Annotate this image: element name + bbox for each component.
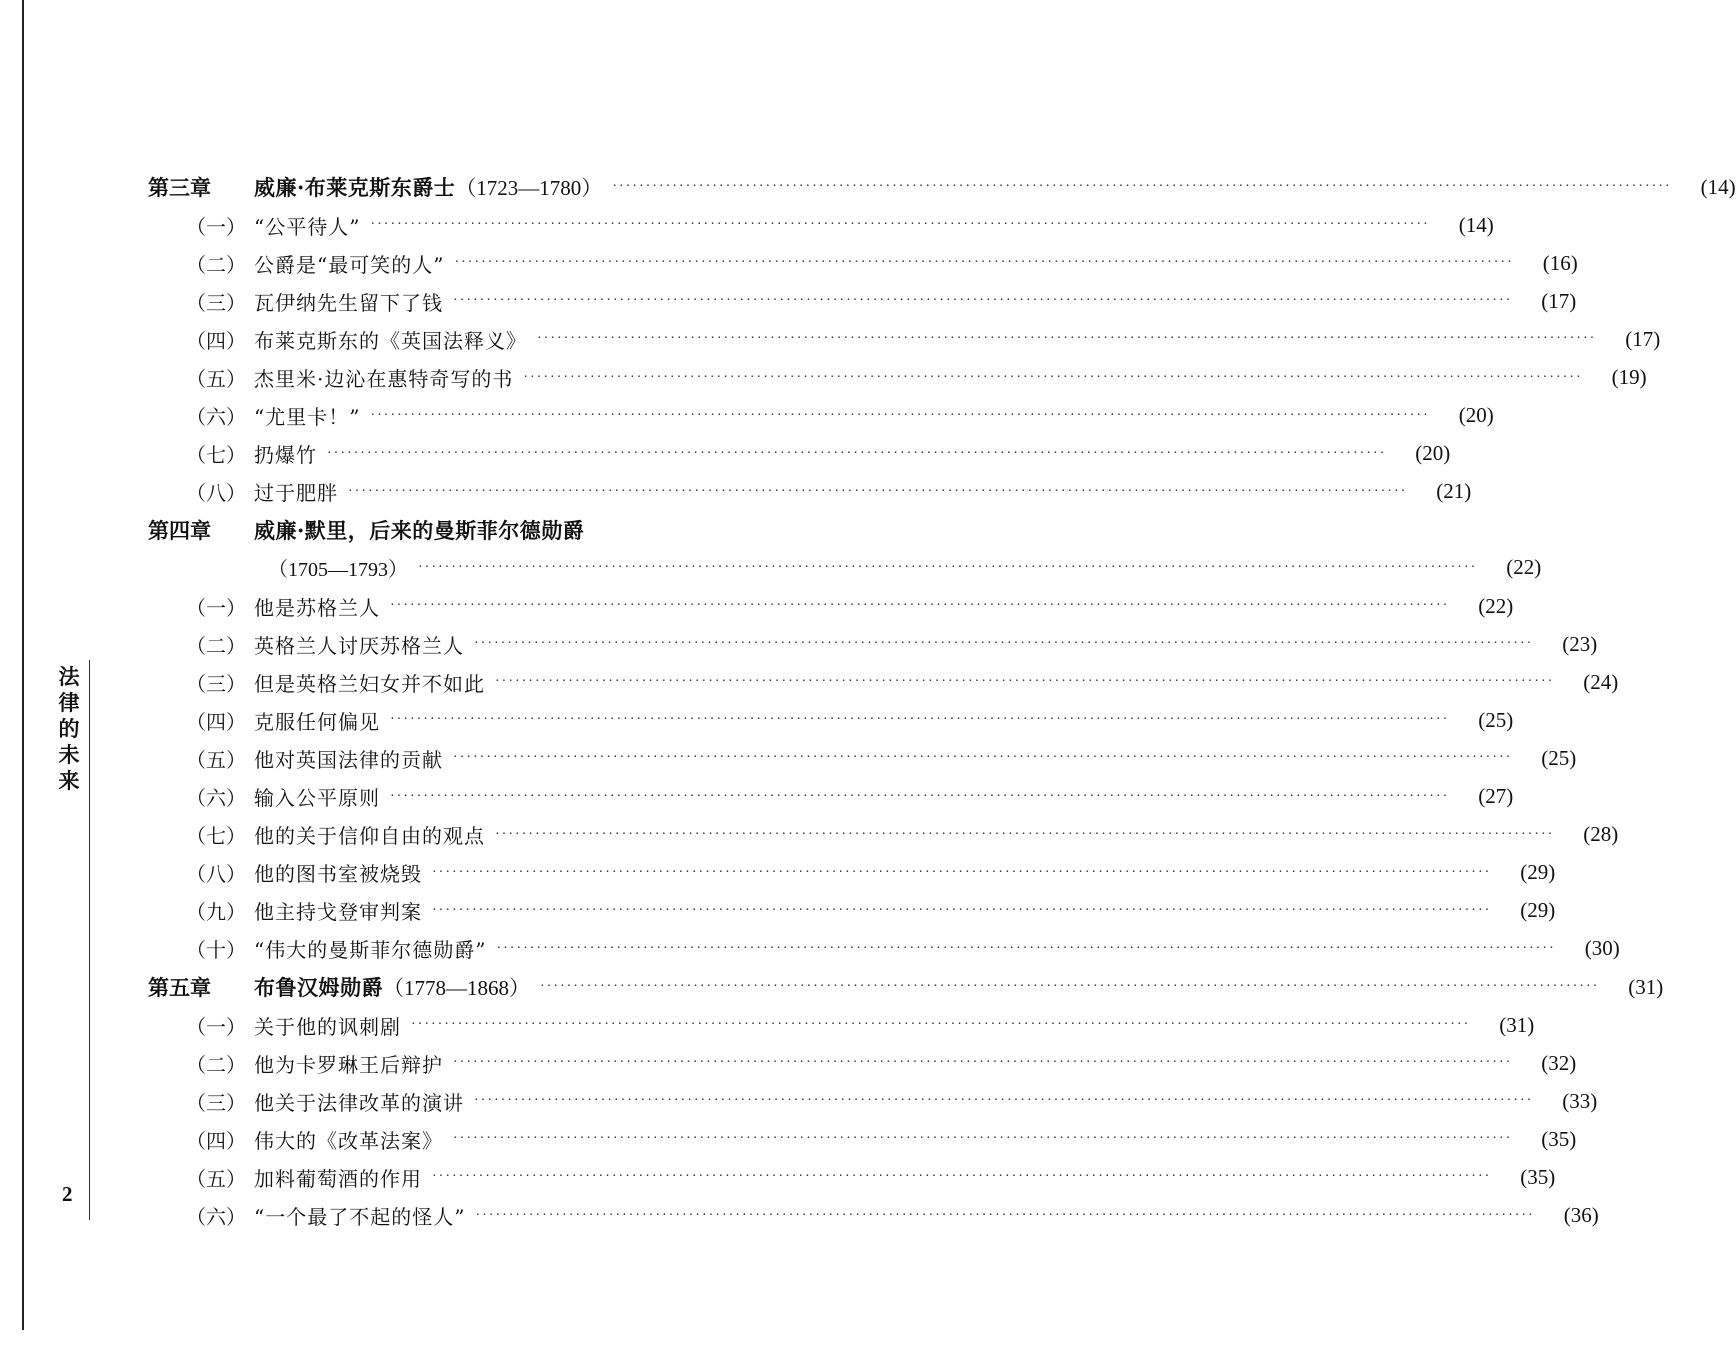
toc-section[interactable] — [148, 739, 1577, 777]
toc-section[interactable] — [148, 473, 1472, 511]
chapter-years: （1778—1868） — [383, 976, 530, 1001]
section-title: 过于肥胖 — [254, 481, 338, 506]
toc-section[interactable] — [148, 625, 1598, 663]
leader-dots — [537, 329, 1596, 349]
section-title: 关于他的讽刺剧 — [254, 1014, 401, 1039]
toc-section[interactable] — [148, 1120, 1577, 1158]
toc-section[interactable] — [148, 816, 1619, 854]
toc-section[interactable] — [148, 1006, 1535, 1044]
page-ref: (29) — [1520, 898, 1556, 923]
page-ref: (36) — [1563, 1203, 1599, 1228]
leader-dots — [453, 291, 1512, 311]
toc-section[interactable] — [148, 358, 1647, 396]
section-label: （二） — [186, 1052, 246, 1077]
chapter-title: 威廉·布莱克斯东爵士（1723—1780） — [254, 175, 603, 201]
page-ref: (28) — [1583, 822, 1619, 847]
leader-dots — [390, 596, 1449, 616]
toc-section[interactable] — [148, 663, 1619, 701]
toc-section[interactable] — [148, 701, 1514, 739]
section-title: 扔爆竹 — [254, 443, 317, 468]
section-label: （三） — [186, 290, 246, 315]
leader-dots — [327, 444, 1386, 464]
toc-section[interactable] — [148, 1158, 1556, 1196]
section-label: （十） — [186, 938, 246, 963]
chapter-years: （1723—1780） — [455, 176, 603, 201]
leader-dots — [612, 177, 1671, 197]
section-title: 布莱克斯东的《英国法释义》 — [254, 328, 527, 353]
section-label: （五） — [186, 1166, 246, 1191]
section-label: （七） — [186, 443, 246, 468]
page-ref: (35) — [1541, 1126, 1577, 1151]
section-label: （八） — [186, 862, 246, 887]
toc-section[interactable] — [148, 282, 1577, 320]
page-ref: (31) — [1628, 974, 1664, 999]
section-label: （九） — [186, 900, 246, 925]
leader-dots — [348, 482, 1407, 502]
page-ref: (29) — [1520, 860, 1556, 885]
section-label: （五） — [186, 747, 246, 772]
leader-dots — [474, 1091, 1533, 1111]
section-label: （六） — [186, 405, 246, 430]
section-title: 他关于法律改革的演讲 — [254, 1090, 464, 1115]
toc-section[interactable] — [148, 397, 1494, 435]
section-title: 但是英格兰妇女并不如此 — [254, 671, 485, 696]
chapter-label: 第三章 — [148, 175, 211, 201]
leader-dots — [411, 1015, 1470, 1035]
running-title: 法律的未来 — [58, 665, 80, 793]
toc-section[interactable] — [148, 587, 1514, 625]
section-title: 瓦伊纳先生留下了钱 — [254, 290, 443, 315]
section-label: （四） — [186, 709, 246, 734]
page-ref: (32) — [1541, 1050, 1577, 1075]
page-ref: (20) — [1415, 441, 1451, 466]
section-label: （八） — [186, 481, 246, 506]
section-title: 公爵是“最可笑的人” — [254, 252, 445, 277]
page-ref: (22) — [1478, 593, 1514, 618]
section-title: “一个最了不起的怪人” — [254, 1205, 466, 1230]
page-ref: (25) — [1541, 745, 1577, 770]
leader-dots — [453, 1129, 1512, 1149]
section-title: 他的关于信仰自由的观点 — [254, 824, 485, 849]
leader-dots — [453, 748, 1512, 768]
leader-dots — [474, 634, 1533, 654]
leader-dots — [432, 1167, 1491, 1187]
page-ref: (35) — [1520, 1164, 1556, 1189]
section-title: 他的图书室被烧毁 — [254, 862, 422, 887]
page-ref: (14) — [1700, 174, 1736, 199]
page-ref: (20) — [1458, 403, 1494, 428]
section-title: 杰里米·边沁在惠特奇写的书 — [254, 367, 514, 392]
page-ref: (19) — [1611, 365, 1647, 390]
leader-dots — [495, 672, 1554, 692]
page-ref: (21) — [1436, 479, 1472, 504]
running-title-rule — [89, 660, 90, 1220]
section-title: 他主持戈登审判案 — [254, 900, 422, 925]
toc-section[interactable] — [148, 435, 1451, 473]
leader-dots — [432, 863, 1491, 883]
left-margin-line — [22, 0, 24, 1330]
toc-section[interactable] — [148, 1197, 1599, 1235]
leader-dots — [390, 710, 1449, 730]
page-ref: (16) — [1542, 250, 1578, 275]
toc-section[interactable] — [148, 892, 1556, 930]
section-title: 英格兰人讨厌苏格兰人 — [254, 633, 464, 658]
toc-section[interactable] — [148, 244, 1578, 282]
leader-dots — [540, 977, 1599, 997]
section-label: （六） — [186, 1205, 246, 1230]
section-label: （五） — [186, 367, 246, 392]
page-ref: (24) — [1583, 669, 1619, 694]
section-title: 他对英国法律的贡献 — [254, 747, 443, 772]
toc-section[interactable] — [148, 854, 1556, 892]
page-number: 2 — [62, 1182, 73, 1206]
chapter-label: 第五章 — [148, 975, 211, 1001]
toc-section[interactable] — [148, 930, 1620, 968]
section-label: （一） — [186, 595, 246, 620]
page-ref: (25) — [1478, 707, 1514, 732]
section-title: “尤里卡！” — [254, 405, 361, 430]
page-ref: (17) — [1541, 288, 1577, 313]
section-title: “公平待人” — [254, 214, 361, 239]
page-ref: (33) — [1562, 1088, 1598, 1113]
leader-dots — [370, 215, 1429, 235]
section-title: 他是苏格兰人 — [254, 595, 380, 620]
toc-section[interactable] — [148, 320, 1661, 358]
page-ref: (27) — [1478, 784, 1514, 809]
page-ref: (17) — [1625, 326, 1661, 351]
section-title: 他为卡罗琳王后辩护 — [254, 1052, 443, 1077]
section-label: （七） — [186, 824, 246, 849]
leader-dots — [453, 1053, 1512, 1073]
toc-section[interactable] — [148, 778, 1514, 816]
page-ref: (14) — [1458, 212, 1494, 237]
section-title: 加料葡萄酒的作用 — [254, 1166, 422, 1191]
toc-section[interactable] — [148, 1044, 1577, 1082]
leader-dots — [432, 901, 1491, 921]
section-label: （三） — [186, 671, 246, 696]
leader-dots — [370, 406, 1429, 426]
section-label: （三） — [186, 1090, 246, 1115]
chapter-title: 布鲁汉姆勋爵（1778—1868） — [254, 975, 530, 1001]
page-ref: (30) — [1584, 936, 1620, 961]
toc-chapter-5[interactable] — [148, 968, 1664, 1006]
toc-section[interactable] — [148, 1082, 1598, 1120]
section-label: （六） — [186, 786, 246, 811]
section-title: 克服任何偏见 — [254, 709, 380, 734]
section-label: （四） — [186, 328, 246, 353]
leader-dots — [390, 787, 1449, 807]
leader-dots — [418, 558, 1477, 578]
section-label: （一） — [186, 214, 246, 239]
section-label: （二） — [186, 252, 246, 277]
leader-dots — [523, 368, 1582, 388]
section-label: （二） — [186, 633, 246, 658]
toc-section[interactable] — [148, 206, 1494, 244]
page-ref: (23) — [1562, 631, 1598, 656]
toc-chapter-3[interactable] — [148, 168, 1736, 206]
chapter-years: （1705—1793） — [268, 559, 408, 582]
section-title: “伟大的曼斯菲尔德勋爵” — [254, 938, 487, 963]
section-title: 输入公平原则 — [254, 786, 380, 811]
chapter-title: 威廉·默里，后来的曼斯菲尔德勋爵 — [254, 517, 585, 543]
leader-dots — [495, 825, 1554, 845]
section-label: （一） — [186, 1014, 246, 1039]
leader-dots — [496, 939, 1555, 959]
page-ref: (22) — [1506, 555, 1542, 580]
table-of-contents — [148, 168, 1736, 1235]
toc-chapter-4-years[interactable] — [148, 549, 1542, 587]
toc-chapter-4[interactable] — [148, 511, 838, 549]
leader-dots — [475, 1206, 1534, 1226]
chapter-label: 第四章 — [148, 517, 211, 543]
section-title: 伟大的《改革法案》 — [254, 1128, 443, 1153]
section-label: （四） — [186, 1128, 246, 1153]
page-ref: (31) — [1499, 1012, 1535, 1037]
leader-dots — [454, 253, 1513, 273]
